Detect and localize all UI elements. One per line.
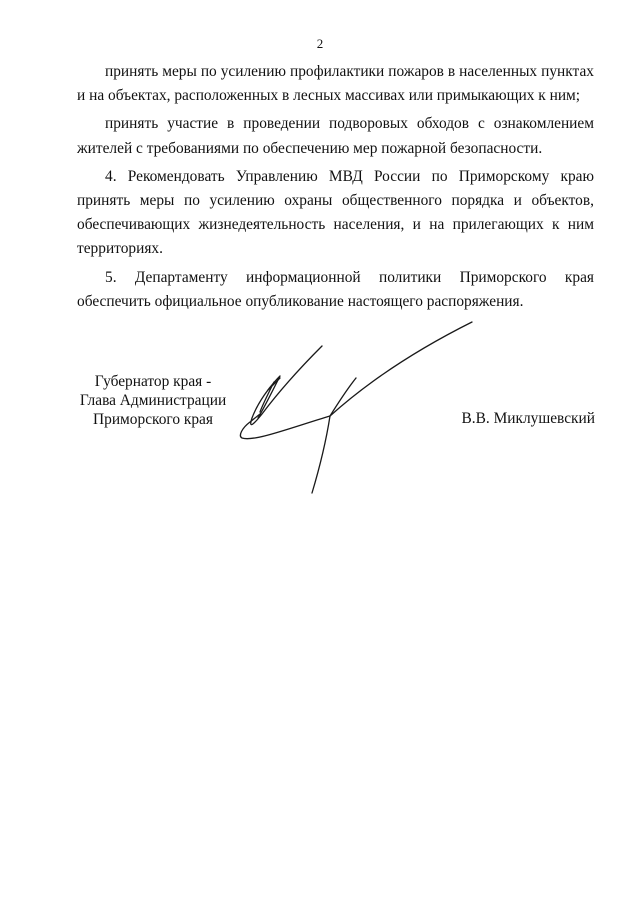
handwritten-signature	[230, 318, 480, 498]
paragraph-publication: 5. Департаменту информационной политики Приморского края обеспечить официальное опубликование настоящего распоряжения.	[77, 268, 594, 310]
signatory-name: В.В. Миклушевский	[461, 410, 595, 427]
page-number: 2	[316, 36, 324, 51]
paragraph-mvd-recommendation: 4. Рекомендовать Управлению МВД России по Приморскому краю принять меры по усилению охраны общественного порядка и объектов, обеспечивающих жизнедеятельность населения, и на прилегающих к ним территориях.	[77, 167, 594, 258]
paragraph-prevention: принять меры по усилению профилактики пожаров в населенных пунктах и на объектах, расположенных в лесных массивах или примыкающих к ним;	[77, 63, 594, 105]
signatory-title-line: Губернатор края -	[94, 373, 212, 390]
signatory-title-line: Глава Администрации	[79, 392, 227, 409]
document-body	[77, 60, 594, 318]
signatory-title	[78, 372, 228, 429]
signatory-title-line: Приморского края	[93, 411, 213, 428]
paragraph-door-to-door: принять участие в проведении подворовых обходов с ознакомлением жителей с требованиями по обеспечению мер пожарной безопасности.	[77, 115, 594, 157]
